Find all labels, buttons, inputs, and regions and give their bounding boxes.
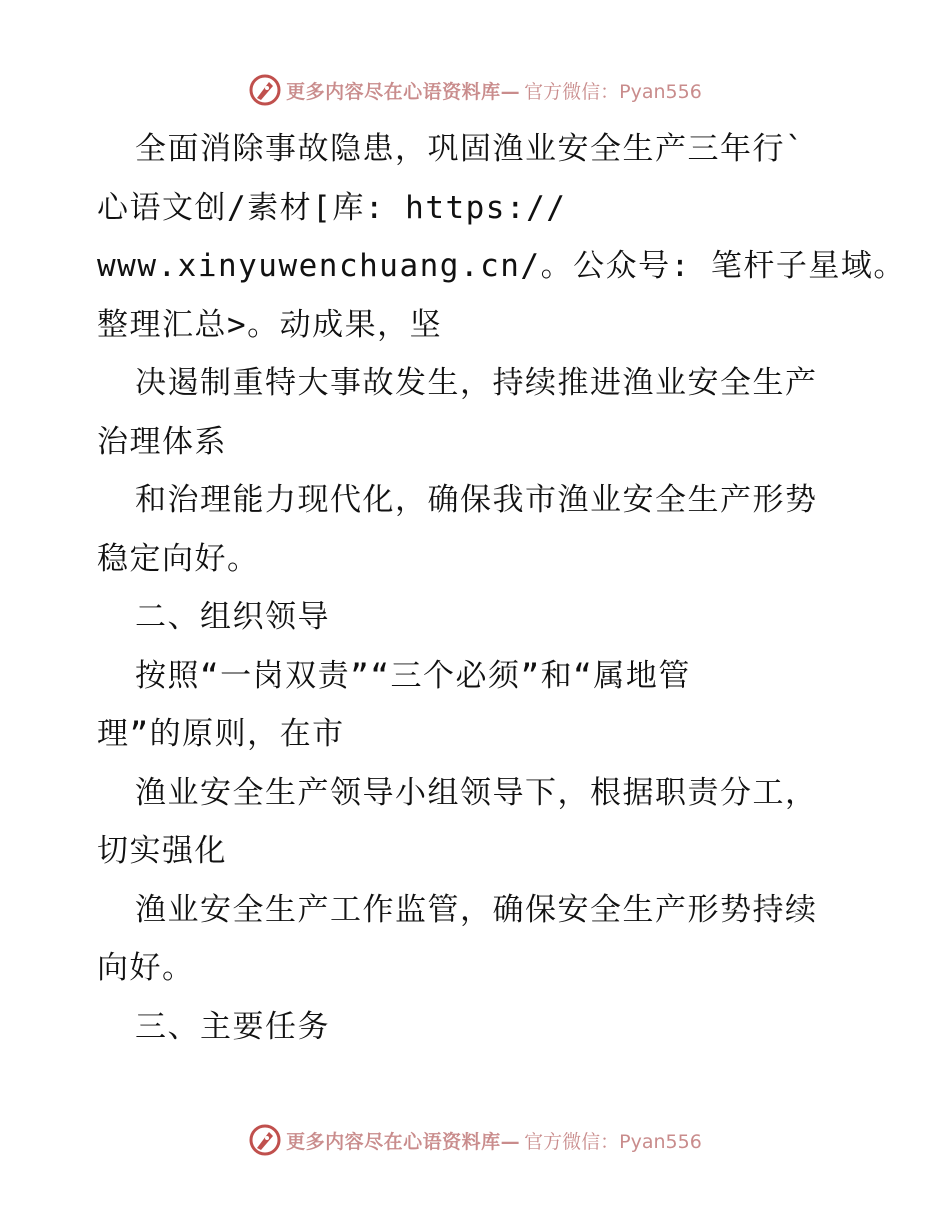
body-line: 整理汇总>。动成果，坚 <box>97 306 443 343</box>
footer-banner <box>0 1120 950 1160</box>
header-banner-wechat: 官方微信：Pyan556 <box>524 80 702 103</box>
body-line: 切实强化 <box>97 833 227 869</box>
body-line: 稳定向好。 <box>97 540 260 577</box>
footer-banner-inner <box>248 1123 702 1157</box>
body-line: 理”的原则，在市 <box>97 716 345 752</box>
document-body <box>97 120 906 1056</box>
body-line: 渔业安全生产工作监管，确保安全生产形势持续 <box>135 891 818 928</box>
body-line: www.xinyuwenchuang.cn/。公众号: 笔杆子星域。 <box>97 248 906 284</box>
body-line: 治理体系 <box>97 423 227 460</box>
header-banner <box>0 70 950 110</box>
body-line: 决遏制重特大事故发生，持续推进渔业安全生产 <box>135 365 818 401</box>
body-line: 渔业安全生产领导小组领导下，根据职责分工， <box>135 774 818 811</box>
body-line: 向好。 <box>97 950 195 986</box>
body-line: 心语文创/素材[库: https:// <box>97 189 567 226</box>
pen-nib-logo-icon <box>248 73 282 107</box>
body-line: 和治理能力现代化，确保我市渔业安全生产形势 <box>135 482 818 518</box>
body-line: 全面消除事故隐患，巩固渔业安全生产三年行` <box>135 131 806 167</box>
section-heading: 三、主要任务 <box>135 1008 330 1045</box>
header-banner-text: 更多内容尽在心语资料库— <box>286 80 521 103</box>
section-heading: 二、组织领导 <box>135 599 330 635</box>
header-banner-inner <box>248 73 702 107</box>
footer-banner-wechat: 官方微信：Pyan556 <box>524 1130 702 1153</box>
body-line: 按照“一岗双责”“三个必须”和“属地管 <box>135 657 691 694</box>
pen-nib-logo-icon <box>248 1123 282 1157</box>
footer-banner-text: 更多内容尽在心语资料库— <box>286 1130 521 1153</box>
